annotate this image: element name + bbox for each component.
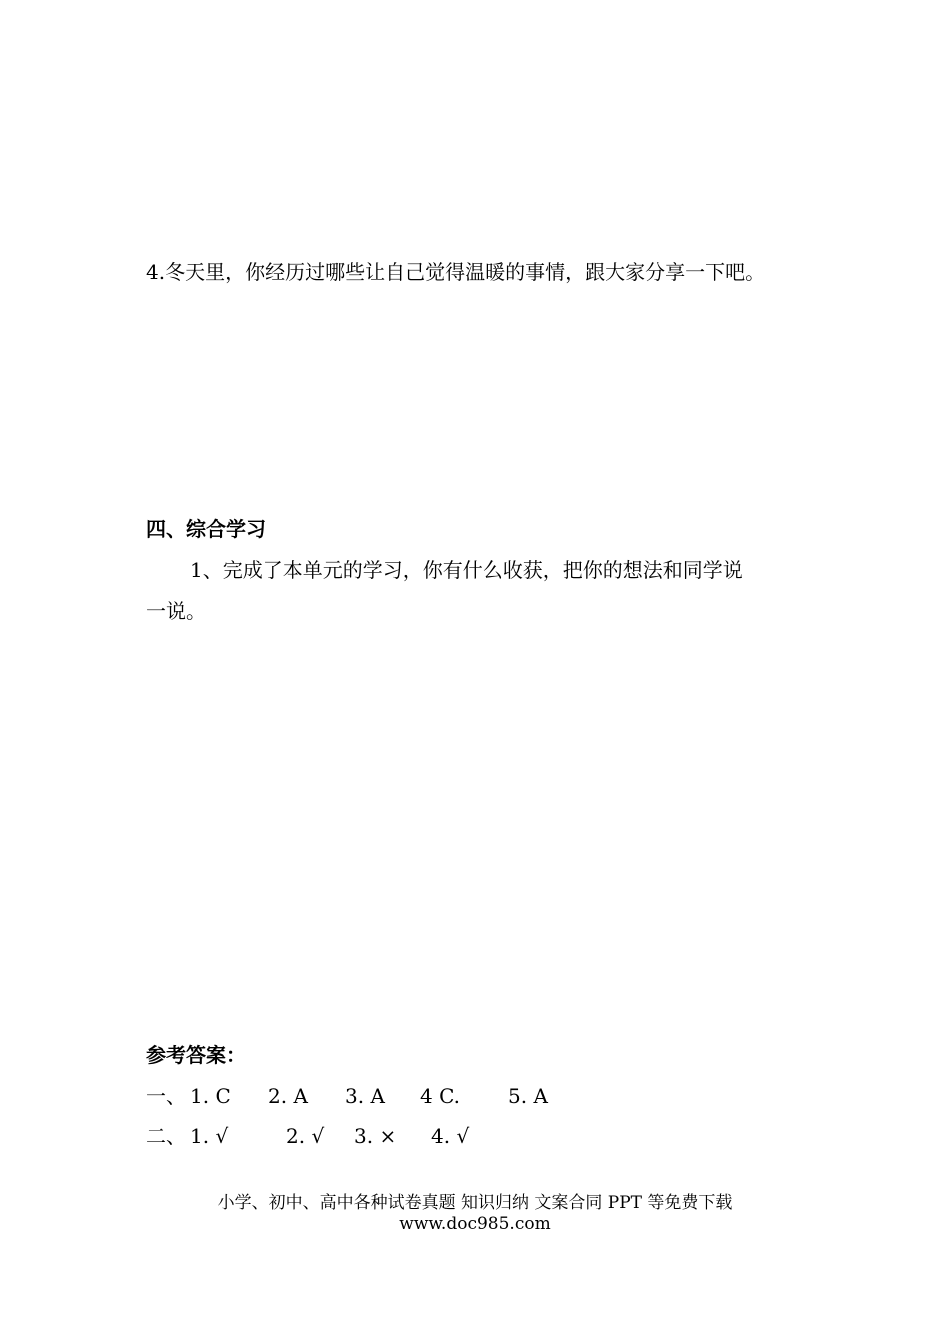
section-title-comprehensive-learning: 四、综合学习 [146, 517, 266, 541]
answer-item: 1. C [190, 1084, 231, 1108]
section-paragraph-line-1: 1、完成了本单元的学习，你有什么收获，把你的想法和同学说 [190, 558, 743, 582]
answer-item: 2. √ [286, 1124, 325, 1148]
answer-item: 3. × [354, 1124, 397, 1148]
answer-item: 4 C. [420, 1084, 461, 1108]
footer-website-url: www.doc985.com [399, 1214, 551, 1234]
answer-item: 1. √ [190, 1124, 229, 1148]
answer-item: 4. √ [431, 1124, 470, 1148]
question-4-text: 4.冬天里，你经历过哪些让自己觉得温暖的事情，跟大家分享一下吧。 [146, 260, 766, 284]
answer-item: 3. A [345, 1084, 385, 1108]
answer-row-1-prefix: 一、 [146, 1084, 186, 1108]
footer-promo-text: 小学、初中、高中各种试卷真题 知识归纳 文案合同 PPT 等免费下载 [217, 1193, 733, 1213]
answer-row-2-prefix: 二、 [146, 1124, 186, 1148]
answer-row-1 [146, 1083, 548, 1109]
answer-row-2 [146, 1123, 469, 1149]
answer-item: 5. A [508, 1084, 548, 1108]
answers-title: 参考答案： [146, 1043, 246, 1067]
section-paragraph-line-2: 一说。 [146, 599, 206, 623]
answer-item: 2. A [268, 1084, 308, 1108]
